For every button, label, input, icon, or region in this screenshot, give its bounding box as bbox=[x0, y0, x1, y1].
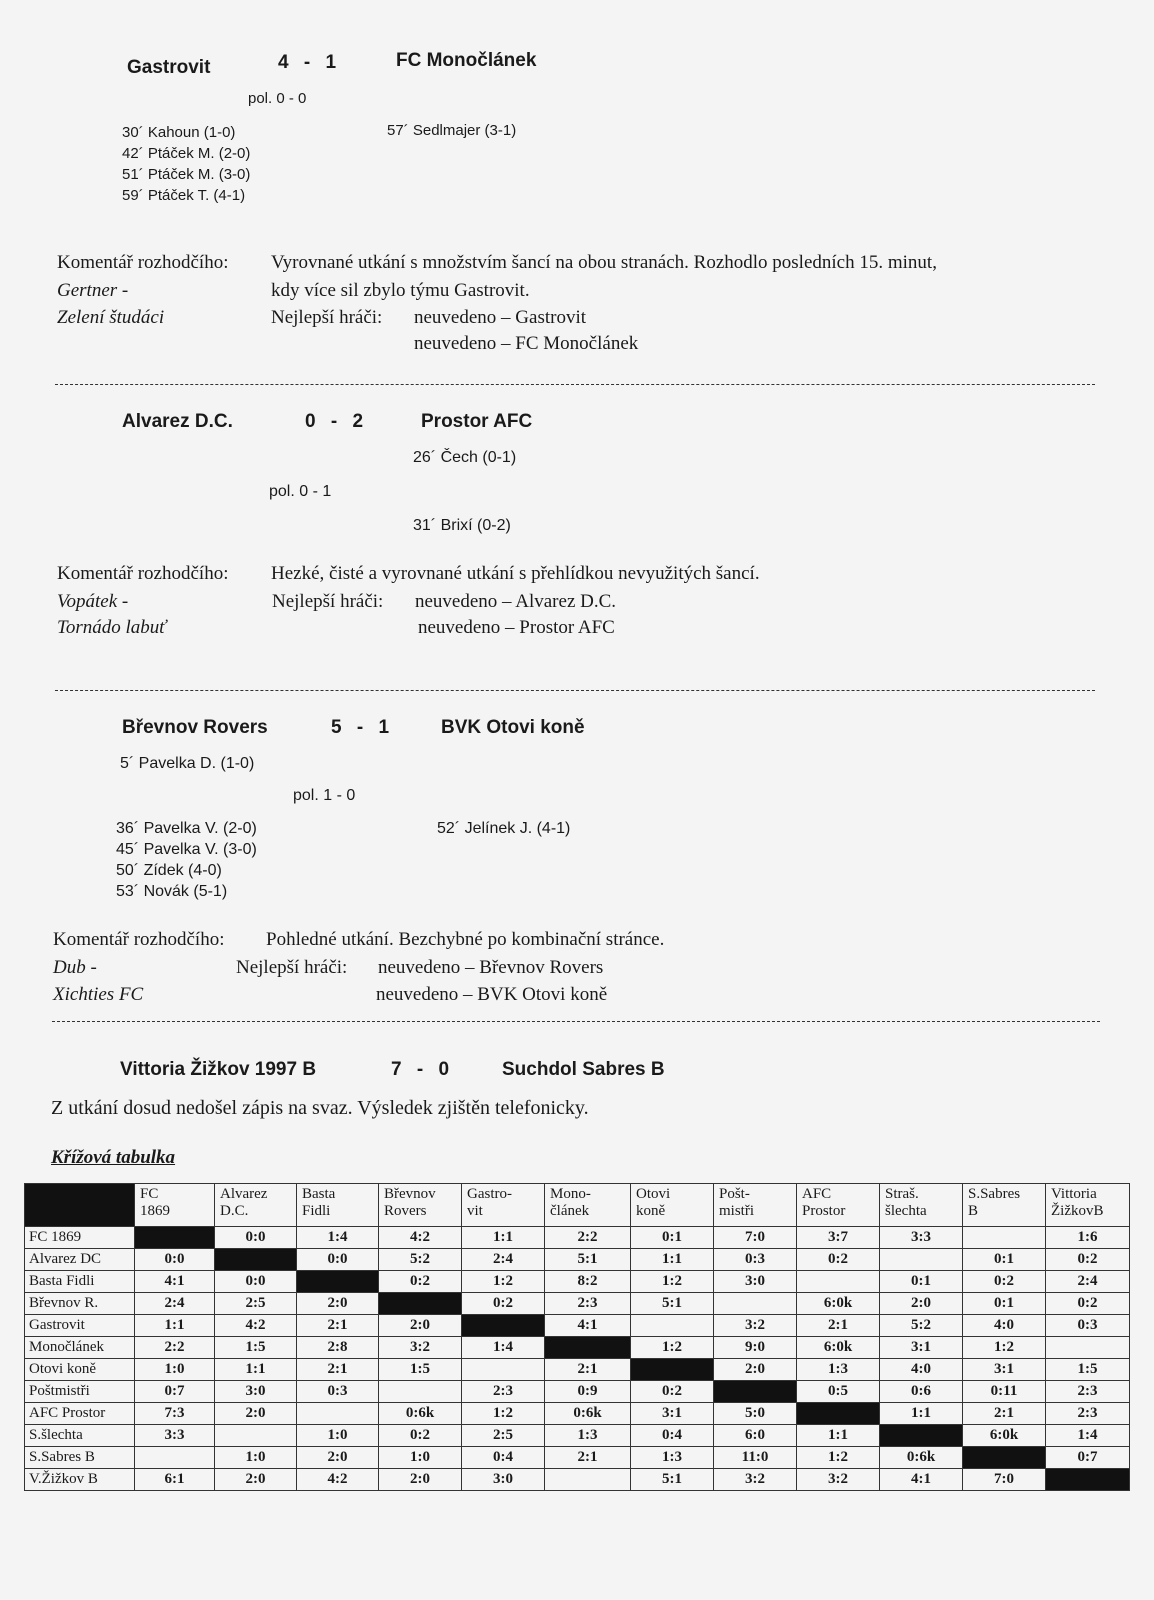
match2-referee-team: Tornádo labuť bbox=[57, 617, 167, 638]
match2-score bbox=[305, 411, 363, 433]
scorer: 30´ Kahoun (1-0) bbox=[122, 124, 236, 141]
match1-home-team: Gastrovit bbox=[127, 57, 211, 78]
result-cell: 1:0 bbox=[135, 1359, 215, 1381]
cross-table-title: Křížová tabulka bbox=[51, 1147, 176, 1168]
column-header: S.Sabres B bbox=[963, 1184, 1046, 1227]
result-cell: 2:1 bbox=[545, 1447, 631, 1469]
result-cell bbox=[545, 1469, 631, 1491]
result-cell: 7:0 bbox=[963, 1469, 1046, 1491]
result-cell: 3:3 bbox=[880, 1227, 963, 1249]
cross-table-body bbox=[25, 1227, 1130, 1491]
result-cell: 3:2 bbox=[379, 1337, 462, 1359]
result-cell: 3:0 bbox=[714, 1271, 797, 1293]
match1-comment-line1: Vyrovnané utkání s množstvím šancí na obou stranách. Rozhodlo posledních 15. minut, bbox=[271, 252, 937, 273]
match4-home-team: Vittoria Žižkov 1997 B bbox=[120, 1059, 317, 1080]
result-cell: 0:6k bbox=[545, 1403, 631, 1425]
column-header: Basta Fidli bbox=[297, 1184, 379, 1227]
result-cell: 5:1 bbox=[631, 1469, 714, 1491]
column-header: Otovi koně bbox=[631, 1184, 714, 1227]
diagonal-cell bbox=[462, 1315, 545, 1337]
result-cell: 3:2 bbox=[797, 1469, 880, 1491]
scorer: 42´ Ptáček M. (2-0) bbox=[122, 145, 251, 162]
result-cell: 0:5 bbox=[797, 1381, 880, 1403]
table-row bbox=[25, 1271, 1130, 1293]
match3-halftime: pol. 1 - 0 bbox=[293, 787, 356, 804]
result-cell: 2:2 bbox=[545, 1227, 631, 1249]
table-row bbox=[25, 1227, 1130, 1249]
diagonal-cell bbox=[797, 1403, 880, 1425]
match1-best-away: neuvedeno – FC Monočlánek bbox=[414, 333, 639, 354]
result-cell bbox=[797, 1271, 880, 1293]
result-cell: 0:2 bbox=[379, 1425, 462, 1447]
row-team-name: Poštmistři bbox=[25, 1381, 135, 1403]
match3-away-team: BVK Otovi koně bbox=[441, 717, 585, 738]
result-cell: 1:6 bbox=[1046, 1227, 1130, 1249]
result-cell: 2:0 bbox=[379, 1469, 462, 1491]
result-cell: 3:0 bbox=[215, 1381, 297, 1403]
row-team-name: S.Sabres B bbox=[25, 1447, 135, 1469]
result-cell bbox=[462, 1359, 545, 1381]
result-cell: 0:0 bbox=[215, 1227, 297, 1249]
result-cell: 3:7 bbox=[797, 1227, 880, 1249]
match1-score bbox=[278, 52, 336, 74]
result-cell: 0:0 bbox=[135, 1249, 215, 1271]
row-team-name: Otovi koně bbox=[25, 1359, 135, 1381]
match2-away-team: Prostor AFC bbox=[421, 411, 533, 432]
match2-best-label: Nejlepší hráči: bbox=[272, 591, 384, 612]
result-cell: 6:1 bbox=[135, 1469, 215, 1491]
row-team-name: FC 1869 bbox=[25, 1227, 135, 1249]
match1-comment-label: Komentář rozhodčího: bbox=[57, 252, 229, 273]
result-cell: 1:4 bbox=[462, 1337, 545, 1359]
result-cell: 11:0 bbox=[714, 1447, 797, 1469]
result-cell: 3:1 bbox=[631, 1403, 714, 1425]
scorer: 51´ Ptáček M. (3-0) bbox=[122, 166, 251, 183]
result-cell: 3:2 bbox=[714, 1469, 797, 1491]
result-cell: 1:1 bbox=[215, 1359, 297, 1381]
match1-best-label: Nejlepší hráči: bbox=[271, 307, 383, 328]
result-cell: 1:2 bbox=[631, 1337, 714, 1359]
diagonal-cell bbox=[135, 1227, 215, 1249]
result-cell: 2:0 bbox=[297, 1447, 379, 1469]
separator bbox=[52, 1021, 1100, 1022]
result-cell: 1:1 bbox=[135, 1315, 215, 1337]
match3-away-scorer: 52´ Jelínek J. (4-1) bbox=[437, 820, 571, 837]
result-cell: 2:0 bbox=[215, 1469, 297, 1491]
match1-best-home: neuvedeno – Gastrovit bbox=[414, 307, 587, 328]
result-cell: 2:0 bbox=[297, 1293, 379, 1315]
result-cell: 0:1 bbox=[880, 1271, 963, 1293]
result-cell bbox=[1046, 1337, 1130, 1359]
result-cell: 1:5 bbox=[1046, 1359, 1130, 1381]
result-cell: 3:3 bbox=[135, 1425, 215, 1447]
match3-best-home: neuvedeno – Břevnov Rovers bbox=[378, 957, 604, 978]
diagonal-cell bbox=[215, 1249, 297, 1271]
diagonal-cell bbox=[880, 1425, 963, 1447]
match1-halftime: pol. 0 - 0 bbox=[248, 90, 307, 107]
column-header: Straš. šlechta bbox=[880, 1184, 963, 1227]
match3-best-away: neuvedeno – BVK Otovi koně bbox=[376, 984, 608, 1005]
result-cell: 3:1 bbox=[963, 1359, 1046, 1381]
result-cell: 4:0 bbox=[880, 1359, 963, 1381]
table-row bbox=[25, 1447, 1130, 1469]
match3-referee-team: Xichties FC bbox=[53, 984, 144, 1005]
match2-away-scorer-1: 26´ Čech (0-1) bbox=[413, 449, 517, 466]
result-cell: 4:2 bbox=[297, 1469, 379, 1491]
scorer: 59´ Ptáček T. (4-1) bbox=[122, 187, 246, 204]
diagonal-cell bbox=[379, 1293, 462, 1315]
scorer: 53´ Novák (5-1) bbox=[116, 883, 228, 900]
result-cell: 1:1 bbox=[797, 1425, 880, 1447]
result-cell: 0:2 bbox=[462, 1293, 545, 1315]
result-cell: 2:0 bbox=[880, 1293, 963, 1315]
result-cell: 0:6k bbox=[379, 1403, 462, 1425]
row-team-name: Basta Fidli bbox=[25, 1271, 135, 1293]
result-cell: 1:1 bbox=[880, 1403, 963, 1425]
result-cell: 2:3 bbox=[1046, 1403, 1130, 1425]
result-cell: 0:2 bbox=[379, 1271, 462, 1293]
match2-best-home: neuvedeno – Alvarez D.C. bbox=[415, 591, 617, 612]
separator bbox=[55, 690, 1095, 691]
match4-away-team: Suchdol Sabres B bbox=[502, 1059, 665, 1080]
row-team-name: V.Žižkov B bbox=[25, 1469, 135, 1491]
column-header: Pošt- mistři bbox=[714, 1184, 797, 1227]
match4-score-sep: - bbox=[416, 1059, 424, 1080]
result-cell bbox=[297, 1403, 379, 1425]
result-cell: 1:0 bbox=[297, 1425, 379, 1447]
result-cell: 1:1 bbox=[462, 1227, 545, 1249]
result-cell bbox=[135, 1447, 215, 1469]
table-row bbox=[25, 1469, 1130, 1491]
match3-score bbox=[331, 717, 389, 739]
result-cell: 3:0 bbox=[462, 1469, 545, 1491]
result-cell: 0:0 bbox=[297, 1249, 379, 1271]
result-cell: 2:3 bbox=[1046, 1381, 1130, 1403]
match2-away-goals: 2 bbox=[352, 411, 364, 432]
diagonal-cell bbox=[631, 1359, 714, 1381]
corner-cell bbox=[25, 1184, 135, 1227]
result-cell: 0:2 bbox=[1046, 1249, 1130, 1271]
result-cell: 4:2 bbox=[379, 1227, 462, 1249]
column-header: Vittoria ŽižkovB bbox=[1046, 1184, 1130, 1227]
result-cell bbox=[714, 1293, 797, 1315]
separator bbox=[55, 384, 1095, 385]
cross-table-header bbox=[25, 1184, 1130, 1227]
result-cell: 0:2 bbox=[963, 1271, 1046, 1293]
result-cell: 5:1 bbox=[545, 1249, 631, 1271]
column-header: AFC Prostor bbox=[797, 1184, 880, 1227]
table-row bbox=[25, 1425, 1130, 1447]
match1-home-goals: 4 bbox=[278, 52, 289, 73]
match2-comment-label: Komentář rozhodčího: bbox=[57, 563, 229, 584]
result-cell: 4:1 bbox=[135, 1271, 215, 1293]
result-cell: 1:4 bbox=[1046, 1425, 1130, 1447]
result-cell: 0:3 bbox=[297, 1381, 379, 1403]
result-cell: 6:0 bbox=[714, 1425, 797, 1447]
match3-comment-label: Komentář rozhodčího: bbox=[53, 929, 225, 950]
match3-home-scorers bbox=[116, 818, 257, 902]
result-cell: 4:0 bbox=[963, 1315, 1046, 1337]
result-cell: 1:2 bbox=[797, 1447, 880, 1469]
match4-home-goals: 7 bbox=[391, 1059, 402, 1080]
match3-home-goals: 5 bbox=[331, 717, 342, 738]
cross-table bbox=[24, 1183, 1130, 1491]
diagonal-cell bbox=[714, 1381, 797, 1403]
result-cell: 0:2 bbox=[797, 1249, 880, 1271]
table-row bbox=[25, 1249, 1130, 1271]
row-team-name: Monočlánek bbox=[25, 1337, 135, 1359]
result-cell: 0:0 bbox=[215, 1271, 297, 1293]
match3-home-scorer-1: 5´ Pavelka D. (1-0) bbox=[120, 755, 255, 772]
result-cell: 0:1 bbox=[963, 1293, 1046, 1315]
result-cell: 0:11 bbox=[963, 1381, 1046, 1403]
match1-referee-team: Zelení študáci bbox=[57, 307, 165, 328]
match3-away-goals: 1 bbox=[378, 717, 390, 738]
match4-score bbox=[391, 1059, 449, 1081]
match2-comment-line1: Hezké, čisté a vyrovnané utkání s přehlídkou nevyužitých šancí. bbox=[271, 563, 760, 584]
result-cell: 2:4 bbox=[462, 1249, 545, 1271]
result-cell: 8:2 bbox=[545, 1271, 631, 1293]
result-cell bbox=[215, 1425, 297, 1447]
match1-away-scorers bbox=[387, 120, 516, 141]
match3-referee: Dub - bbox=[53, 957, 97, 978]
result-cell: 2:1 bbox=[297, 1315, 379, 1337]
result-cell: 4:1 bbox=[545, 1315, 631, 1337]
scorer: 36´ Pavelka V. (2-0) bbox=[116, 820, 257, 837]
column-header: Mono- článek bbox=[545, 1184, 631, 1227]
result-cell: 9:0 bbox=[714, 1337, 797, 1359]
result-cell: 6:0k bbox=[797, 1337, 880, 1359]
match3-score-sep: - bbox=[356, 717, 364, 738]
match2-home-team: Alvarez D.C. bbox=[122, 411, 233, 432]
result-cell: 0:3 bbox=[714, 1249, 797, 1271]
match2-home-goals: 0 bbox=[305, 411, 316, 432]
result-cell: 5:0 bbox=[714, 1403, 797, 1425]
result-cell: 2:5 bbox=[215, 1293, 297, 1315]
result-cell: 7:3 bbox=[135, 1403, 215, 1425]
match1-referee: Gertner - bbox=[57, 280, 129, 301]
result-cell: 5:2 bbox=[379, 1249, 462, 1271]
result-cell: 2:1 bbox=[963, 1403, 1046, 1425]
result-cell: 2:1 bbox=[797, 1315, 880, 1337]
result-cell: 0:9 bbox=[545, 1381, 631, 1403]
result-cell: 0:2 bbox=[1046, 1293, 1130, 1315]
result-cell: 3:2 bbox=[714, 1315, 797, 1337]
result-cell: 6:0k bbox=[797, 1293, 880, 1315]
match2-away-scorer-2: 31´ Brixí (0-2) bbox=[413, 517, 511, 534]
diagonal-cell bbox=[545, 1337, 631, 1359]
result-cell: 4:2 bbox=[215, 1315, 297, 1337]
match3-comment-line1: Pohledné utkání. Bezchybné po kombinační stránce. bbox=[266, 929, 665, 950]
result-cell: 0:4 bbox=[631, 1425, 714, 1447]
result-cell: 2:5 bbox=[462, 1425, 545, 1447]
table-row bbox=[25, 1381, 1130, 1403]
result-cell: 0:7 bbox=[135, 1381, 215, 1403]
column-header: Alvarez D.C. bbox=[215, 1184, 297, 1227]
result-cell: 2:2 bbox=[135, 1337, 215, 1359]
scorer: 50´ Zídek (4-0) bbox=[116, 862, 222, 879]
result-cell: 3:1 bbox=[880, 1337, 963, 1359]
result-cell: 1:5 bbox=[379, 1359, 462, 1381]
result-cell: 0:6 bbox=[880, 1381, 963, 1403]
result-cell: 2:3 bbox=[462, 1381, 545, 1403]
match1-score-sep: - bbox=[303, 52, 311, 73]
match1-home-scorers bbox=[122, 122, 250, 206]
result-cell: 2:0 bbox=[215, 1403, 297, 1425]
scorer: 57´ Sedlmajer (3-1) bbox=[387, 122, 517, 139]
row-team-name: Alvarez DC bbox=[25, 1249, 135, 1271]
row-team-name: Břevnov R. bbox=[25, 1293, 135, 1315]
result-cell: 2:4 bbox=[135, 1293, 215, 1315]
result-cell bbox=[631, 1315, 714, 1337]
result-cell: 0:1 bbox=[631, 1227, 714, 1249]
table-row bbox=[25, 1359, 1130, 1381]
result-cell: 1:5 bbox=[215, 1337, 297, 1359]
diagonal-cell bbox=[297, 1271, 379, 1293]
result-cell: 4:1 bbox=[880, 1469, 963, 1491]
result-cell: 1:2 bbox=[462, 1271, 545, 1293]
result-cell: 2:1 bbox=[297, 1359, 379, 1381]
result-cell: 2:8 bbox=[297, 1337, 379, 1359]
result-cell: 1:3 bbox=[631, 1447, 714, 1469]
result-cell: 0:7 bbox=[1046, 1447, 1130, 1469]
diagonal-cell bbox=[1046, 1469, 1130, 1491]
table-row bbox=[25, 1403, 1130, 1425]
result-cell: 1:4 bbox=[297, 1227, 379, 1249]
result-cell: 0:4 bbox=[462, 1447, 545, 1469]
match2-halftime: pol. 0 - 1 bbox=[269, 483, 332, 500]
result-cell bbox=[880, 1249, 963, 1271]
result-cell: 2:0 bbox=[714, 1359, 797, 1381]
result-cell: 2:3 bbox=[545, 1293, 631, 1315]
match2-referee: Vopátek - bbox=[57, 591, 129, 612]
match1-comment-line2: kdy více sil zbylo týmu Gastrovit. bbox=[271, 280, 530, 301]
result-cell: 1:3 bbox=[797, 1359, 880, 1381]
result-cell: 1:2 bbox=[462, 1403, 545, 1425]
match4-away-goals: 0 bbox=[438, 1059, 450, 1080]
row-team-name: Gastrovit bbox=[25, 1315, 135, 1337]
result-cell: 1:0 bbox=[215, 1447, 297, 1469]
result-cell: 6:0k bbox=[963, 1425, 1046, 1447]
result-cell: 1:3 bbox=[545, 1425, 631, 1447]
table-row bbox=[25, 1315, 1130, 1337]
column-header: FC 1869 bbox=[135, 1184, 215, 1227]
scorer: 45´ Pavelka V. (3-0) bbox=[116, 841, 257, 858]
result-cell bbox=[963, 1227, 1046, 1249]
result-cell: 0:3 bbox=[1046, 1315, 1130, 1337]
result-cell bbox=[379, 1381, 462, 1403]
result-cell: 0:2 bbox=[631, 1381, 714, 1403]
column-header: Gastro- vit bbox=[462, 1184, 545, 1227]
result-cell: 5:2 bbox=[880, 1315, 963, 1337]
match1-away-goals: 1 bbox=[325, 52, 337, 73]
result-cell: 1:2 bbox=[963, 1337, 1046, 1359]
diagonal-cell bbox=[963, 1447, 1046, 1469]
row-team-name: S.šlechta bbox=[25, 1425, 135, 1447]
column-header: Břevnov Rovers bbox=[379, 1184, 462, 1227]
result-cell: 2:4 bbox=[1046, 1271, 1130, 1293]
result-cell: 1:0 bbox=[379, 1447, 462, 1469]
match3-best-label: Nejlepší hráči: bbox=[236, 957, 348, 978]
match2-score-sep: - bbox=[330, 411, 338, 432]
table-row bbox=[25, 1337, 1130, 1359]
table-row bbox=[25, 1293, 1130, 1315]
result-cell: 1:2 bbox=[631, 1271, 714, 1293]
result-cell: 2:0 bbox=[379, 1315, 462, 1337]
result-cell: 1:1 bbox=[631, 1249, 714, 1271]
result-cell: 0:1 bbox=[963, 1249, 1046, 1271]
result-cell: 0:6k bbox=[880, 1447, 963, 1469]
result-cell: 2:1 bbox=[545, 1359, 631, 1381]
result-cell: 5:1 bbox=[631, 1293, 714, 1315]
result-cell: 7:0 bbox=[714, 1227, 797, 1249]
match4-note: Z utkání dosud nedošel zápis na svaz. Výsledek zjištěn telefonicky. bbox=[51, 1097, 589, 1119]
match1-away-team: FC Monočlánek bbox=[396, 50, 537, 71]
match2-best-away: neuvedeno – Prostor AFC bbox=[418, 617, 615, 638]
match3-home-team: Břevnov Rovers bbox=[122, 717, 268, 738]
row-team-name: AFC Prostor bbox=[25, 1403, 135, 1425]
